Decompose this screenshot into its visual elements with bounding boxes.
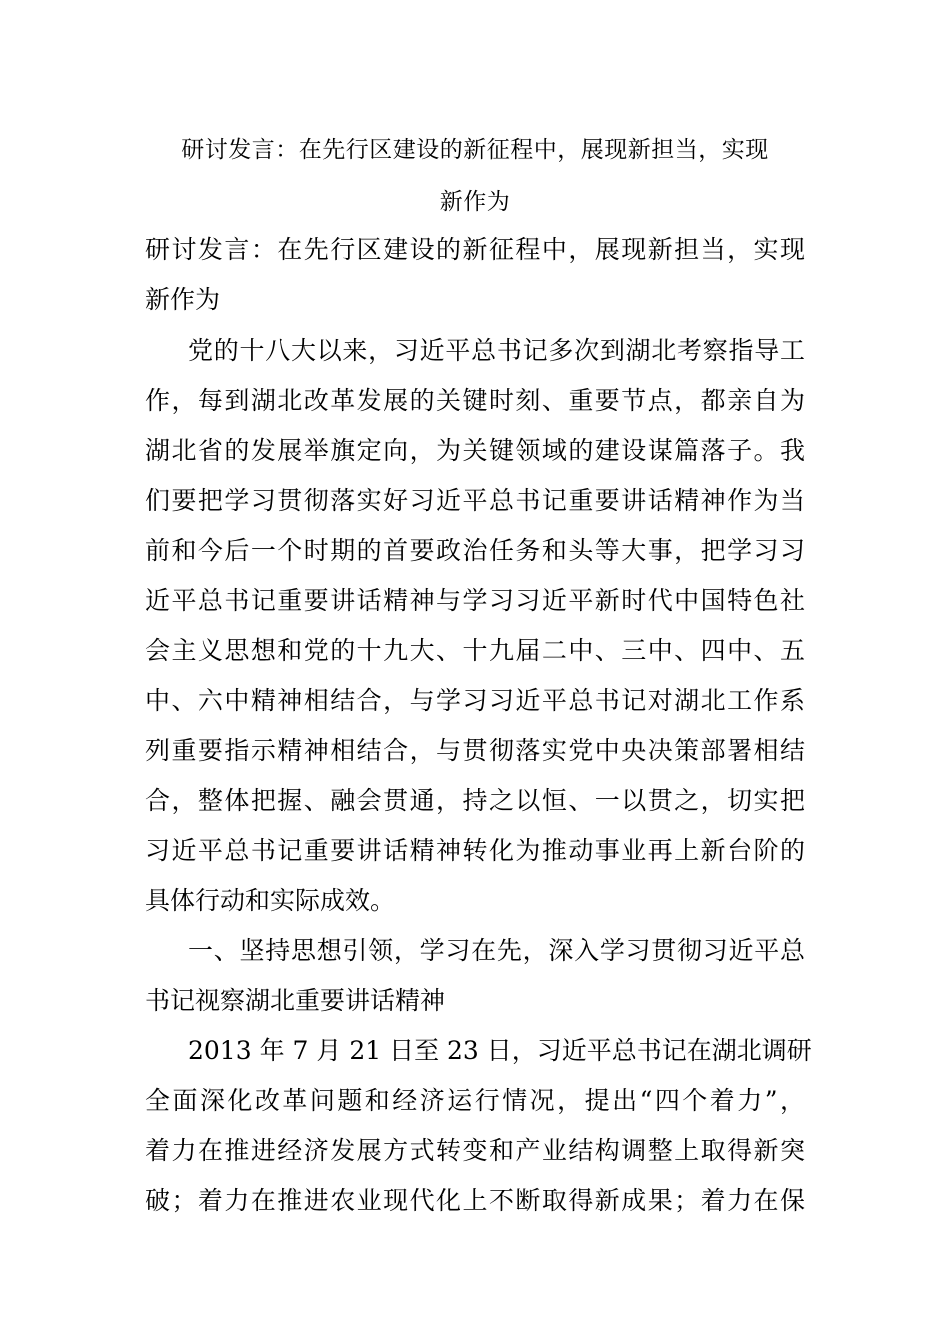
paragraph2-line-2: 全面深化改革问题和经济运行情况，提出“四个着力”， <box>145 1086 805 1115</box>
title-line-2: 新作为 <box>439 189 511 215</box>
section1-heading-line-2: 书记视察湖北重要讲话精神 <box>145 986 446 1015</box>
paragraph1-line-11: 习近平总书记重要讲话精神转化为推动事业再上新台阶的 <box>145 836 805 865</box>
paragraph1-line-10: 合，整体把握、融会贯通，持之以恒、一以贯之，切实把 <box>145 786 805 815</box>
paragraph1-line-5: 前和今后一个时期的首要政治任务和头等大事，把学习习 <box>145 536 805 565</box>
paragraph1-line-3: 湖北省的发展举旗定向，为关键领域的建设谋篇落子。我 <box>145 436 805 465</box>
paragraph2-line-4: 破；着力在推进农业现代化上不断取得新成果；着力在保 <box>145 1186 805 1215</box>
paragraph1-line-7: 会主义思想和党的十九大、十九届二中、三中、四中、五 <box>145 636 805 665</box>
title-line-1: 研讨发言：在先行区建设的新征程中，展现新担当，实现 <box>181 137 769 163</box>
paragraph2-line-1: 2013 年 7 月 21 日至 23 日，习近平总书记在湖北调研 <box>188 1036 812 1065</box>
paragraph1-line-6: 近平总书记重要讲话精神与学习习近平新时代中国特色社 <box>145 586 805 615</box>
paragraph1-line-1: 党的十八大以来，习近平总书记多次到湖北考察指导工 <box>188 336 805 365</box>
section1-heading-line-1: 一、坚持思想引领，学习在先，深入学习贯彻习近平总 <box>188 936 805 965</box>
paragraph1-line-4: 们要把学习贯彻落实好习近平总书记重要讲话精神作为当 <box>145 486 805 515</box>
document-title <box>145 124 805 228</box>
paragraph1-line-8: 中、六中精神相结合，与学习习近平总书记对湖北工作系 <box>145 686 805 715</box>
paragraph2-line-3: 着力在推进经济发展方式转变和产业结构调整上取得新突 <box>145 1136 805 1165</box>
paragraph1-line-12: 具体行动和实际成效。 <box>145 886 396 915</box>
paragraph1-line-2: 作，每到湖北改革发展的关键时刻、重要节点，都亲自为 <box>145 386 805 415</box>
heading-line-2: 新作为 <box>145 285 221 314</box>
paragraph1-line-9: 列重要指示精神相结合，与贯彻落实党中央决策部署相结 <box>145 736 805 765</box>
heading-line-1: 研讨发言：在先行区建设的新征程中，展现新担当，实现 <box>145 235 805 264</box>
